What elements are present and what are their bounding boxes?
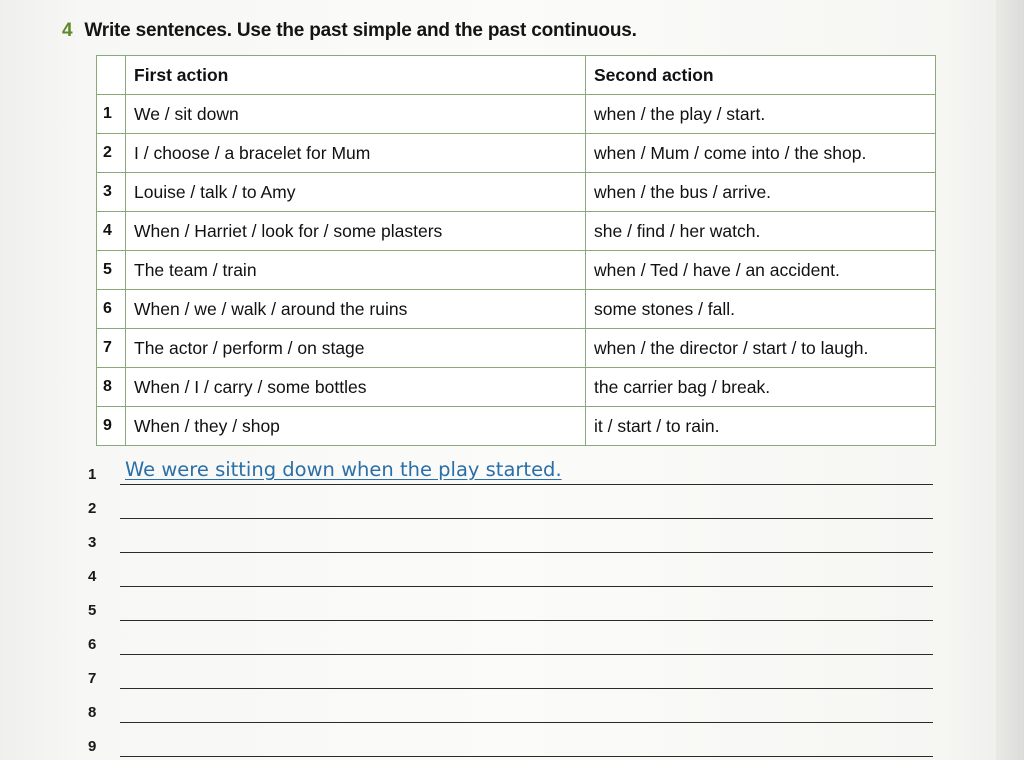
answer-row [0, 560, 1024, 590]
row-number: 7 [97, 329, 126, 368]
first-action-cell: We / sit down [126, 95, 586, 134]
answer-row [0, 526, 1024, 556]
exercise-number: 4 [62, 20, 73, 41]
answer-write-line[interactable] [120, 552, 933, 553]
answer-row [0, 696, 1024, 726]
answer-number: 4 [88, 568, 97, 585]
answer-write-line[interactable] [120, 586, 933, 587]
row-number: 4 [97, 212, 126, 251]
answer-number: 3 [88, 534, 97, 551]
second-action-cell: some stones / fall. [586, 290, 936, 329]
row-number: 5 [97, 251, 126, 290]
answer-write-line[interactable] [120, 756, 933, 757]
second-action-cell: when / the bus / arrive. [586, 173, 936, 212]
answer-number: 7 [88, 670, 97, 687]
header-second-action: Second action [586, 56, 936, 95]
answer-number: 8 [88, 704, 97, 721]
first-action-cell: When / Harriet / look for / some plasters [126, 212, 586, 251]
answer-row [0, 458, 1024, 488]
first-action-cell: When / I / carry / some bottles [126, 368, 586, 407]
answer-write-line[interactable] [120, 722, 933, 723]
handwritten-answer: We were sitting down when the play started. [125, 458, 562, 481]
second-action-cell: it / start / to rain. [586, 407, 936, 446]
second-action-cell: she / find / her watch. [586, 212, 936, 251]
answer-write-line[interactable] [120, 518, 933, 519]
first-action-cell: When / they / shop [126, 407, 586, 446]
row-number: 6 [97, 290, 126, 329]
answer-row [0, 492, 1024, 522]
second-action-cell: when / Mum / come into / the shop. [586, 134, 936, 173]
answer-row [0, 730, 1024, 760]
answer-write-line[interactable] [120, 654, 933, 655]
row-number: 9 [97, 407, 126, 446]
answer-row [0, 628, 1024, 658]
answer-number: 5 [88, 602, 97, 619]
answer-number: 9 [88, 738, 97, 755]
answer-row [0, 594, 1024, 624]
answer-number: 2 [88, 500, 97, 517]
first-action-cell: The actor / perform / on stage [126, 329, 586, 368]
first-action-cell: The team / train [126, 251, 586, 290]
exercise-instruction: Write sentences. Use the past simple and the past continuous. [84, 20, 637, 41]
answer-number: 6 [88, 636, 97, 653]
answer-row [0, 662, 1024, 692]
first-action-cell: Louise / talk / to Amy [126, 173, 586, 212]
row-number: 2 [97, 134, 126, 173]
second-action-cell: the carrier bag / break. [586, 368, 936, 407]
second-action-cell: when / Ted / have / an accident. [586, 251, 936, 290]
first-action-cell: When / we / walk / around the ruins [126, 290, 586, 329]
header-first-action: First action [126, 56, 586, 95]
answer-write-line[interactable] [120, 688, 933, 689]
first-action-cell: I / choose / a bracelet for Mum [126, 134, 586, 173]
row-number: 1 [97, 95, 126, 134]
row-number: 3 [97, 173, 126, 212]
answer-write-line[interactable] [120, 620, 933, 621]
answer-number: 1 [88, 466, 97, 483]
second-action-cell: when / the play / start. [586, 95, 936, 134]
second-action-cell: when / the director / start / to laugh. [586, 329, 936, 368]
row-number: 8 [97, 368, 126, 407]
answer-write-line[interactable] [120, 484, 933, 485]
